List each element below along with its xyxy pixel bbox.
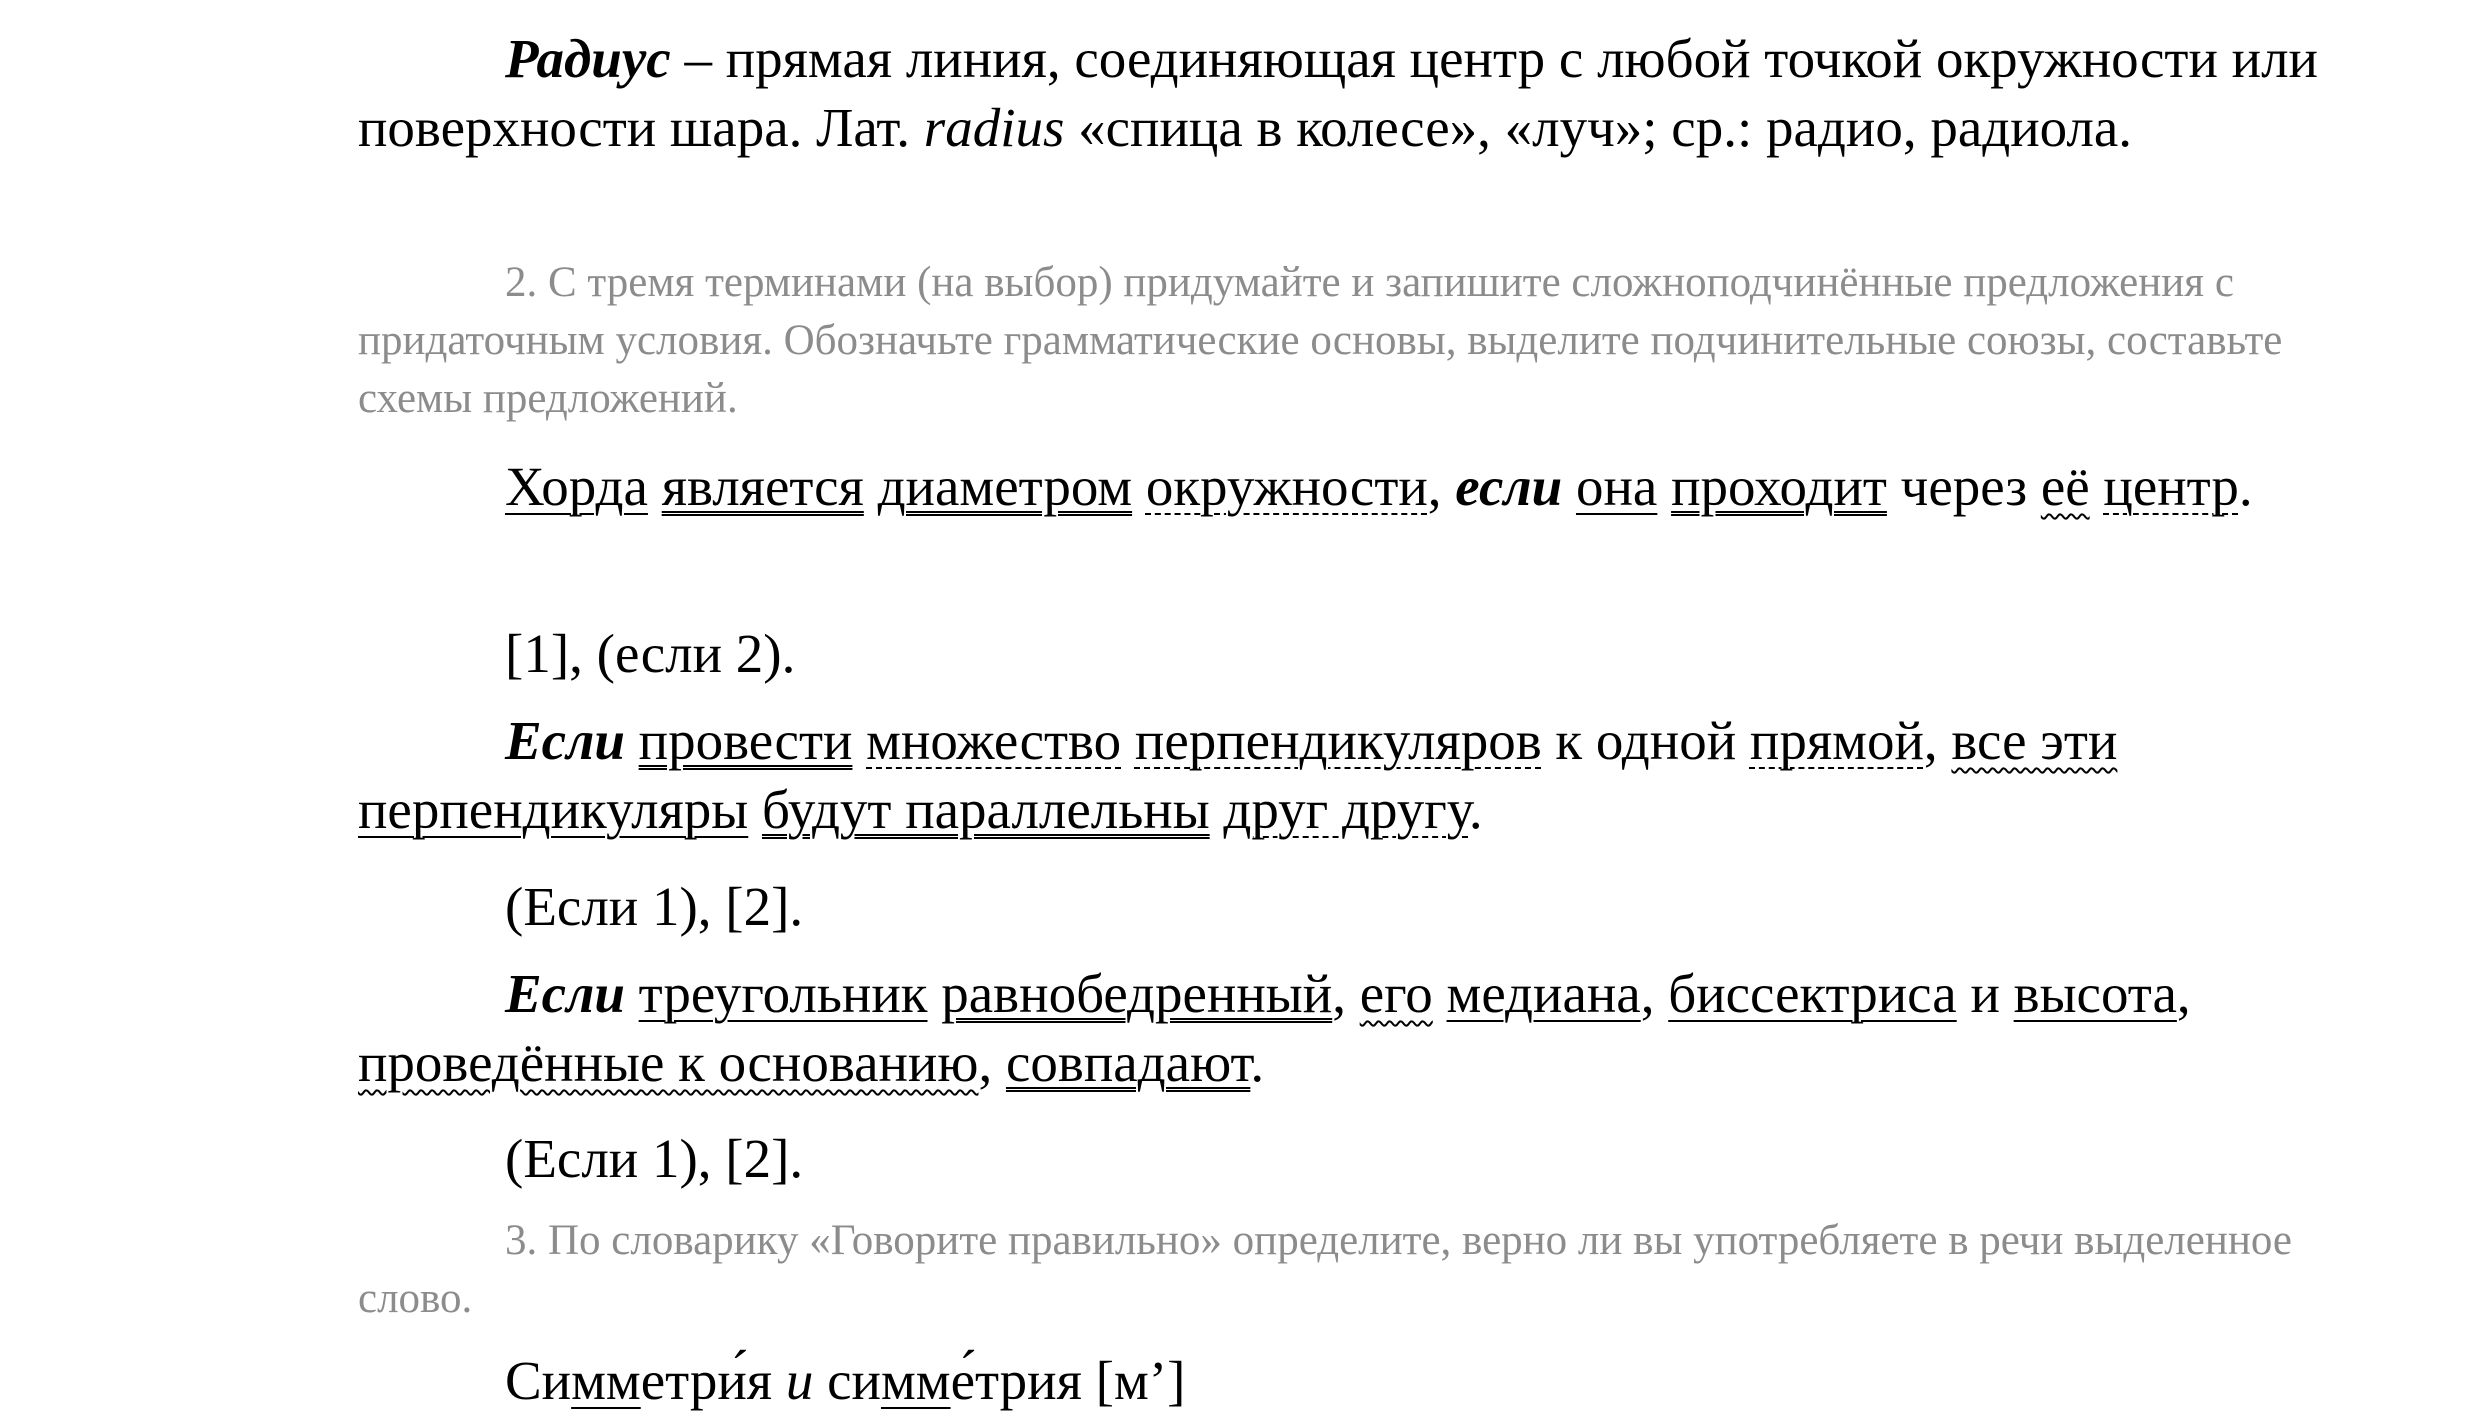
conjunction-and: и xyxy=(772,1350,828,1411)
task-2: 2. С тремя терминами (на выбор) придумайте и запишите сложноподчинённые предложения с придаточным условия. Обозначьте грамматические основы, выделите подчинительные союзы, составьте схемы предложений. xyxy=(358,259,2283,422)
conjunction: Если xyxy=(505,963,625,1024)
object-word: перпендикуляров xyxy=(1134,710,1542,771)
predicate: провести xyxy=(638,710,853,771)
object-word: прямой xyxy=(1749,710,1924,771)
predicate: будут параллельны xyxy=(762,779,1210,840)
subject: она xyxy=(1575,456,1658,517)
predicate: диаметром xyxy=(877,456,1133,517)
term-radius: Радиус xyxy=(505,28,671,89)
sentence-1: Хорда является диаметром окружности, если она проходит через её центр. xyxy=(505,456,2253,517)
object-word: центр xyxy=(2103,456,2239,517)
conjunction: Если xyxy=(505,710,625,771)
attribute-word: его xyxy=(1359,963,1433,1024)
sentence-3: Если треугольник равнобедренный, его медиана, биссектриса и высота, проведённые к основанию, совпадают. xyxy=(358,963,2191,1093)
attribute-word: проведённые к основанию xyxy=(358,1032,979,1093)
task-3: 3. По словарику «Говорите правильно» определите, верно ли вы употребляете в речи выделенное слово. xyxy=(358,1217,2292,1322)
object-word: множество xyxy=(866,710,1122,771)
symmetry-line: Симметри́я и симме́трия [м’] xyxy=(505,1350,1186,1411)
definition-text: – прямая линия, соединяющая центр с любой точкой окружности или поверхности шара. Лат. xyxy=(358,28,2318,158)
subject: треугольник xyxy=(638,963,928,1024)
radius-definition xyxy=(358,24,2318,162)
highlighted-letters: мм xyxy=(571,1350,641,1411)
subject: биссектриса xyxy=(1668,963,1957,1024)
scheme-3: (Если 1), [2]. xyxy=(505,1128,804,1189)
pronunciation: [м’] xyxy=(1081,1350,1186,1411)
scheme-2: (Если 1), [2]. xyxy=(505,876,804,937)
predicate: совпадают xyxy=(1005,1032,1251,1093)
highlighted-letters: мм xyxy=(880,1350,951,1411)
predicate: проходит xyxy=(1671,456,1887,517)
subject: медиана xyxy=(1446,963,1641,1024)
subject: высота xyxy=(2013,963,2177,1024)
predicate: равнобедренный xyxy=(941,963,1333,1024)
subject: перпендикуляры xyxy=(358,779,749,840)
conjunction: если xyxy=(1455,456,1563,517)
attribute-word: её xyxy=(2040,456,2090,517)
definition-word: окружности xyxy=(1145,456,1428,517)
subject: Хорда xyxy=(505,456,648,517)
sentence-2: Если провести множество перпендикуляров к одной прямой, все эти перпендикуляры будут параллельны друг другу. xyxy=(358,710,2118,840)
definition-text-2: «спица в колесе», «луч»; ср.: радио, радиола. xyxy=(1064,97,2133,158)
attribute-word: все эти xyxy=(1951,710,2118,771)
object-word: друг другу xyxy=(1223,779,1469,840)
predicate: является xyxy=(661,456,864,517)
scheme-1: [1], (если 2). xyxy=(505,623,796,684)
latin-word: radius xyxy=(923,97,1065,158)
